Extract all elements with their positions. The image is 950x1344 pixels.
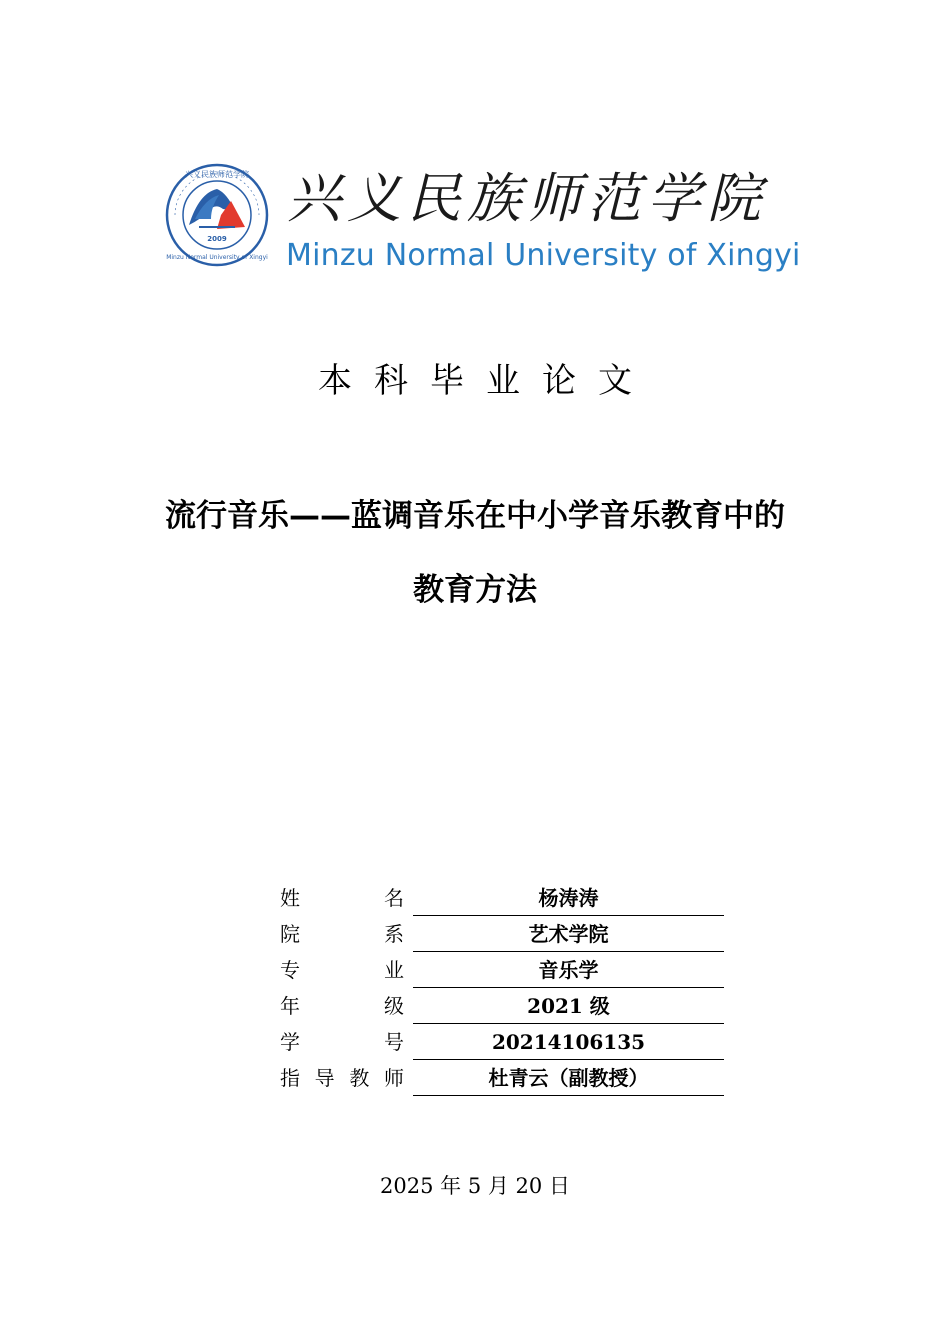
- info-label-char: 学: [280, 1030, 300, 1054]
- document-type: 本科毕业论文: [318, 361, 654, 401]
- info-value: 2021 级: [413, 988, 724, 1024]
- info-label-char: 教: [349, 1066, 370, 1090]
- info-value: 杜青云（副教授）: [413, 1060, 724, 1096]
- info-label: [280, 988, 404, 1024]
- info-label: [280, 880, 404, 916]
- info-label-char: 师: [383, 1066, 404, 1090]
- seal-text-cn: 兴义民族师范学院: [185, 170, 249, 179]
- info-label-char: 系: [384, 922, 404, 946]
- seal-year: 2009: [207, 235, 227, 243]
- info-row-department: [280, 916, 725, 952]
- university-seal-icon: [165, 163, 269, 267]
- info-label-char: 院: [280, 922, 300, 946]
- info-value: 杨涛涛: [413, 880, 724, 916]
- seal-text-en: Minzu Normal University of Xingyi: [166, 254, 268, 261]
- info-value: 艺术学院: [413, 916, 724, 952]
- info-label-char: 号: [384, 1030, 404, 1054]
- info-label-char: 业: [384, 958, 404, 982]
- thesis-title-line-2: 教育方法: [413, 572, 537, 608]
- info-label-char: 导: [314, 1066, 335, 1090]
- info-row-grade: [280, 988, 725, 1024]
- info-label: [280, 916, 404, 952]
- thesis-title-line-1: 流行音乐——蓝调音乐在中小学音乐教育中的: [165, 498, 785, 534]
- info-row-name: [280, 880, 725, 916]
- info-value: 音乐学: [413, 952, 724, 988]
- info-row-advisor: [280, 1060, 725, 1096]
- submission-date: 2025 年 5 月 20 日: [380, 1174, 570, 1198]
- student-info-table: [280, 880, 725, 1096]
- info-label-char: 名: [384, 886, 404, 910]
- info-label-char: 姓: [280, 886, 300, 910]
- info-label-char: 指: [280, 1066, 300, 1090]
- university-logo: [165, 160, 825, 280]
- info-label: [280, 952, 404, 988]
- info-row-student-id: [280, 1024, 725, 1060]
- university-name-cn: 兴义民族师范学院: [287, 167, 767, 230]
- info-label-char: 专: [280, 958, 300, 982]
- info-label: [280, 1060, 404, 1096]
- info-label: [280, 1024, 404, 1060]
- university-name-en: Minzu Normal University of Xingyi: [286, 238, 801, 273]
- info-label-char: 年: [280, 994, 300, 1018]
- info-row-major: [280, 952, 725, 988]
- info-label-char: 级: [384, 994, 404, 1018]
- info-value: 20214106135: [413, 1024, 724, 1060]
